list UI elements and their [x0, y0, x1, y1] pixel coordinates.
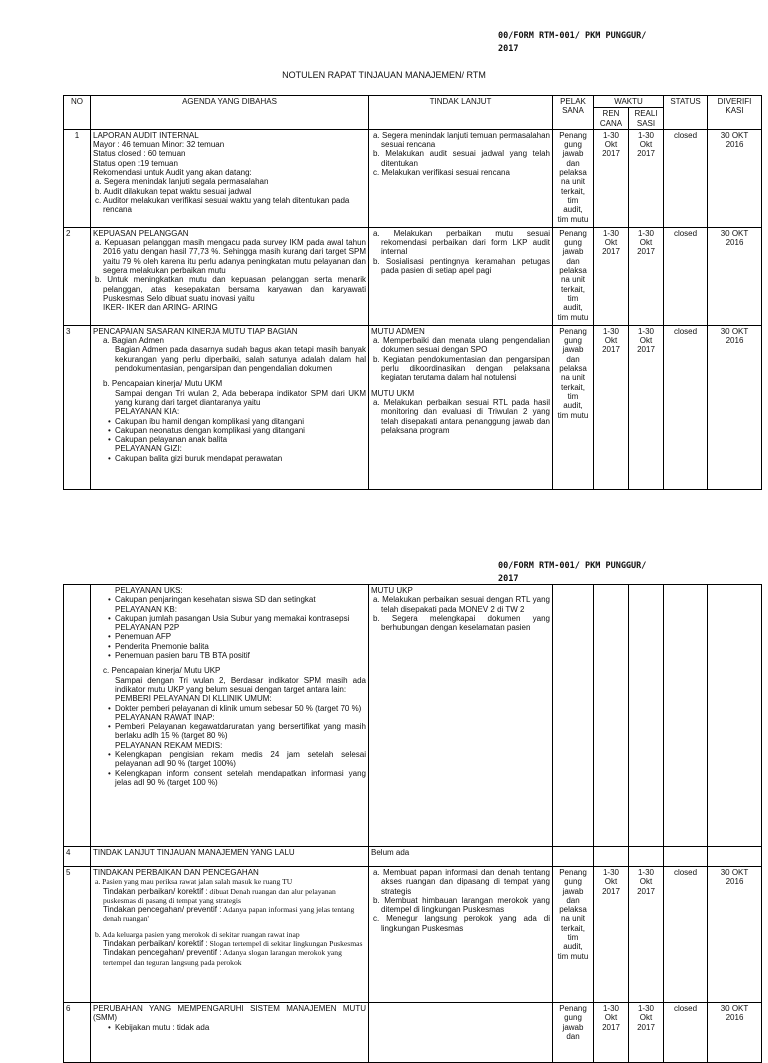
verifikasi-cell: 30 OKT 2016 [708, 129, 762, 227]
pelaksana-cell: Penang gung jawab dan pelaksa na unit terkait, tim audit, tim mutu [553, 325, 594, 489]
row-number: 1 [64, 129, 91, 227]
table-row [64, 1003, 762, 1063]
verifikasi-cell: 30 OKT 2016 [708, 867, 762, 1003]
verifikasi-cell: 30 OKT 2016 [708, 325, 762, 489]
pelaksana-cell: Penang gung jawab dan [553, 1003, 594, 1063]
status-cell: closed [664, 129, 708, 227]
realisasi-cell: 1-30 Okt 2017 [629, 867, 664, 1003]
table-row [64, 325, 762, 489]
table-row [64, 227, 762, 325]
header-no: NO [64, 96, 91, 130]
minutes-table-page1 [63, 95, 762, 490]
realisasi-cell: 1-30 Okt 2017 [629, 227, 664, 325]
pelaksana-cell: Penang gung jawab dan pelaksa na unit terkait, tim audit, tim mutu [553, 867, 594, 1003]
header-agenda: AGENDA YANG DIBAHAS [91, 96, 369, 130]
verifikasi-cell: 30 OKT 2016 [708, 227, 762, 325]
status-cell: closed [664, 867, 708, 1003]
header-rencana: REN CANA [594, 108, 629, 130]
document-title: NOTULEN RAPAT TINJAUAN MANAJEMEN/ RTM [282, 70, 486, 80]
form-code: 00/FORM RTM-001/ PKM PUNGGUR/ 2017 [498, 31, 647, 54]
agenda-cell: LAPORAN AUDIT INTERNAL Mayor : 46 temuan Minor: 32 temuan Status closed : 60 temuan Status open :19 temuan Rekomendasi untuk Audit yang akan datang: a. Segera menindak lanjuti segala permasalahan b. Audit dilakukan tepat waktu sesuai jadwal c. Auditor melakukan verifikasi sesuai waktu yang telah ditentukan pada rencana [91, 129, 369, 227]
rencana-cell: 1-30 Okt 2017 [594, 325, 629, 489]
rencana-cell: 1-30 Okt 2017 [594, 1003, 629, 1063]
table-row [64, 129, 762, 227]
header-pelaksana: PELAK SANA [553, 96, 594, 130]
tindak-lanjut-cell: a. Membuat papan informasi dan denah tentang akses ruangan dan dipasang di tempat yang strategis b. Membuat himbauan larangan merokok yang ditempel di lingkungan Puskesmas c. Menegur langsung perokok yang ada di lingkungan Puskesmas [369, 867, 553, 1003]
rencana-cell: 1-30 Okt 2017 [594, 227, 629, 325]
pelaksana-cell: Penang gung jawab dan pelaksa na unit terkait, tim audit, tim mutu [553, 227, 594, 325]
table-row-continued [64, 585, 762, 847]
realisasi-cell: 1-30 Okt 2017 [629, 1003, 664, 1063]
agenda-cell: TINDAK LANJUT TINJAUAN MANAJEMEN YANG LALU [91, 847, 369, 867]
minutes-table-page2 [63, 584, 762, 1063]
realisasi-cell: 1-30 Okt 2017 [629, 325, 664, 489]
agenda-cell: PERUBAHAN YANG MEMPENGARUHI SISTEM MANAJEMEN MUTU (SMM) • Kebijakan mutu : tidak ada [91, 1003, 369, 1063]
pelaksana-cell: Penang gung jawab dan pelaksa na unit terkait, tim audit, tim mutu [553, 129, 594, 227]
header-tindak-lanjut: TINDAK LANJUT [369, 96, 553, 130]
table-row [64, 867, 762, 1003]
table-header-row [64, 96, 762, 108]
header-diverifikasi: DIVERIFI KASI [708, 96, 762, 130]
header-waktu: WAKTU [594, 96, 664, 108]
agenda-cell: PENCAPAIAN SASARAN KINERJA MUTU TIAP BAGIAN a. Bagian Admen Bagian Admen pada dasarnya sudah bagus akan tetapi masih banyak kekurangan yang perlu diperbaiki, salah satunya adalah dalam hal pendokumentasian, pengarsipan dan pengendalian dokumen b. Pencapaian kinerja/ Mutu UKM Sampai dengan Tri wulan 2, Ada beberapa indikator SPM dari UKM yang kurang dari target diantaranya yaitu PELAYANAN KIA: • Cakupan ibu hamil dengan komplikasi yang ditangani • Cakupan neonatus dengan komplikasi yang ditangani • Cakupan pelayanan anak balita PELAYANAN GIZI: • Cakupan balita gizi buruk mendapat perawatan [91, 325, 369, 489]
status-cell: closed [664, 1003, 708, 1063]
row-number: 6 [64, 1003, 91, 1063]
row-number: 5 [64, 867, 91, 1003]
rencana-cell: 1-30 Okt 2017 [594, 867, 629, 1003]
realisasi-cell: 1-30 Okt 2017 [629, 129, 664, 227]
row-number: 4 [64, 847, 91, 867]
table-row [64, 847, 762, 867]
tindak-lanjut-cell: a. Segera menindak lanjuti temuan permasalahan sesuai rencana b. Melakukan audit sesuai jadwal yang telah ditentukan c. Melakukan verifikasi sesuai rencana [369, 129, 553, 227]
verifikasi-cell: 30 OKT 2016 [708, 1003, 762, 1063]
tindak-lanjut-cell: a. Melakukan perbaikan mutu sesuai rekomendasi perbaikan dari form LKP audit internal b. Sosialisasi pentingnya keramahan petugas pada pasien di setiap apel pagi [369, 227, 553, 325]
status-cell: closed [664, 325, 708, 489]
agenda-cell: KEPUASAN PELANGGAN a. Kepuasan pelanggan masih mengacu pada survey IKM pada awal tahun 2016 yatu dengan hasil 77,73 %. Sehingga masih kurang dari target SPM yaitu 79 % oleh karena itu perlu adanya peningkatan mutu pelayanan dan segera melakukan perbaikan mutu b. Untuk meningkatkan mutu dan kepuasan pelanggan serta menarik pelanggan, atas kesepakatan bersama karyawan dan karyawati Puskesmas Selo dibuat suatu inovasi yaitu IKER- IKER dan ARING- ARING [91, 227, 369, 325]
row-number: 2 [64, 227, 91, 325]
rencana-cell: 1-30 Okt 2017 [594, 129, 629, 227]
header-realisasi: REALI SASI [629, 108, 664, 130]
status-cell: closed [664, 227, 708, 325]
header-status: STATUS [664, 96, 708, 130]
tindak-lanjut-cell: Belum ada [369, 847, 553, 867]
tindak-lanjut-cell: MUTU UKP a. Melakukan perbaikan sesuai dengan RTL yang telah disepakati pada MONEV 2 di TW 2 b. Segera melengkapai dokumen yang berhubungan dengan keselamatan pasien [369, 585, 553, 847]
tindak-lanjut-cell: MUTU ADMEN a. Memperbaiki dan menata ulang pengendalian dokumen sesuai dengan SPO b. Kegiatan pendokumentasian dan pengarsipan perlu dikoordinasikan dengan pelaksana kegiatan terutama dalam hal notulensi MUTU UKM a. Melakukan perbaikan sesuai RTL pada hasil monitoring dan evaluasi di Triwulan 2 yang telah disepakati antara penanggung jawab dan pelaksana program [369, 325, 553, 489]
row-number: 3 [64, 325, 91, 489]
form-code-page2: 00/FORM RTM-001/ PKM PUNGGUR/ 2017 [498, 561, 647, 584]
agenda-cell: PELAYANAN UKS: • Cakupan penjaringan kesehatan siswa SD dan setingkat PELAYANAN KB: • Cakupan jumlah pasangan Usia Subur yang memakai kontrasepsi PELAYANAN P2P • Penemuan AFP • Penderita Pnemonie balita • Penemuan pasien baru TB BTA positif c. Pencapaian kinerja/ Mutu UKP Sampai dengan Tri wulan 2, Berdasar indikator SPM masih ada indikator mutu UKP yang belum sesuai dengan target antara lain: PEMBERI PELAYANAN DI KLLINIK UMUM: • Dokter pemberi pelayanan di klinik umum sebesar 50 % (target 70 %) PELAYANAN RAWAT INAP: • Pemberi Pelayanan kegawatdaruratan yang bersertifikat yang masih berlaku adlh 15 % (target 80 %) PELAYANAN REKAM MEDIS: • Kelengkapan pengisian rekam medis 24 jam setelah selesai pelayanan adl 90 % (target 100%) • Kelengkapan inform consent setelah mendapatkan informasi yang jelas adl 90 % (target 100 %) [91, 585, 369, 847]
agenda-cell: TINDAKAN PERBAIKAN DAN PENCEGAHAN a. Pasien yang mau periksa rawat jalan salah masuk ke ruang TU Tindakan perbaikan/ korektif : dibuat Denah ruangan dan alur pelayanan puskesmas di pasang di tempat yang strategis Tindakan pencegahan/ preventif : Adanya papan informasi yang jelas tentang denah ruangan' b. Ada keluarga pasien yang merokok di sekitar ruangan rawat inap Tindakan perbaikan/ korektif : Slogan tertempel di sekitar lingkungan Puskesmas Tindakan pencegahan/ preventif : Adanya slogan larangan merokok yang tertempel dan teguran langsung pada perokok [91, 867, 369, 1003]
